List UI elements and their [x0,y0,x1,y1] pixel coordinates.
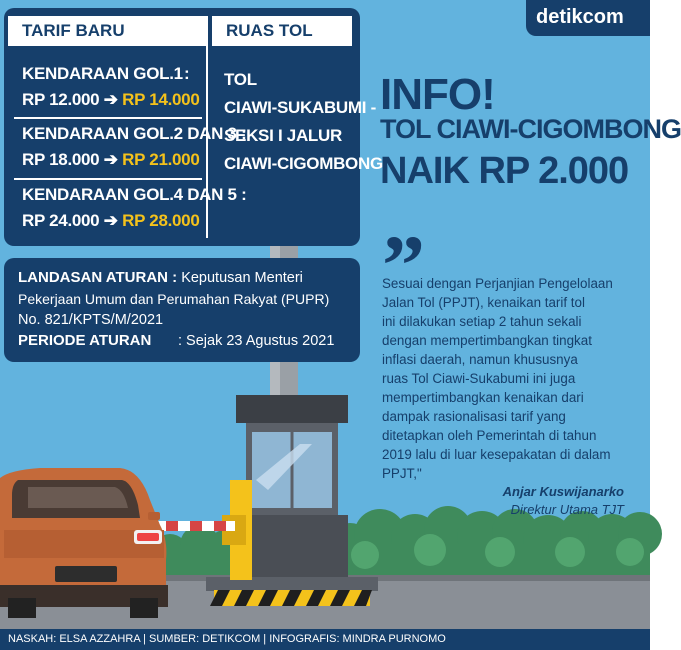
landasan-line-3: No. 821/KPTS/M/2021 [18,312,164,328]
gol1-price: RP 12.000 ➔ RP 14.000 [22,90,200,109]
row-separator [14,117,202,119]
ruas-tol-header: RUAS TOL [212,16,352,46]
gol2-label: KENDARAAN GOL.2 DAN 3 : [22,124,247,143]
landasan-label: LANDASAN ATURAN : [18,269,178,286]
headline-increase: NAIK RP 2.000 [380,150,629,192]
row-separator [14,178,202,180]
quote-author: Anjar Kuswijanarko [502,484,624,499]
ruas-line-4: CIAWI-CIGOMBONG [224,154,383,173]
landasan-line-2: Pekerjaan Umum dan Perumahan Rakyat (PUPR) [18,291,330,307]
arrow-right-icon: ➔ [103,211,118,230]
quote-author-role: Direktur Utama TJT [510,502,624,517]
periode-label: PERIODE ATURAN [18,332,152,349]
booth-roof [236,395,348,423]
gol4-price: RP 24.000 ➔ RP 28.000 [22,211,200,230]
detikcom-logo: detikcom [536,6,624,28]
periode-line: PERIODE ATURAN : Sejak 23 Agustus 2021 [18,332,335,349]
tarif-baru-header: TARIF BARU [8,16,208,46]
ruas-line-1: TOL [224,70,257,89]
landasan-line-1: LANDASAN ATURAN : Keputusan Menteri [18,269,303,286]
credits-footer: NASKAH: ELSA AZZAHRA | SUMBER: DETIKCOM | INFOGRAFIS: MINDRA PURNOMO [0,629,650,650]
quote-text: Sesuai dengan Perjanjian Pengelolaan Jalan Tol (PPJT), kenaikan tarif tol ini dilakukan setiap 2 tahun sekali dengan mempertimbangkan tingkat inflasi daerah, namun khususnya ruas Tol Ciawi-Sukabumi ini juga mempertimbangkan kenaikan dari dampak rasionalisasi tarif yang ditetapkan oleh Pemerintah di tahun 2019 lalu di luar kesepakatan di dalam PPJT," [382,276,613,481]
car [0,468,168,618]
ruas-line-3: SEKSI I JALUR [224,126,342,145]
gol1-label: KENDARAAN GOL.1 : [22,64,190,83]
headline-route: TOL CIAWI-CIGOMBONG [380,114,681,144]
gol4-label: KENDARAAN GOL.4 DAN 5 : [22,185,247,204]
headline-info: INFO! [380,70,495,119]
ruas-line-2: CIAWI-SUKABUMI - [224,98,376,117]
quote-mark-icon: ” [382,217,425,313]
arrow-right-icon: ➔ [103,90,118,109]
arrow-right-icon: ➔ [103,150,118,169]
gol2-price: RP 18.000 ➔ RP 21.000 [22,150,200,169]
